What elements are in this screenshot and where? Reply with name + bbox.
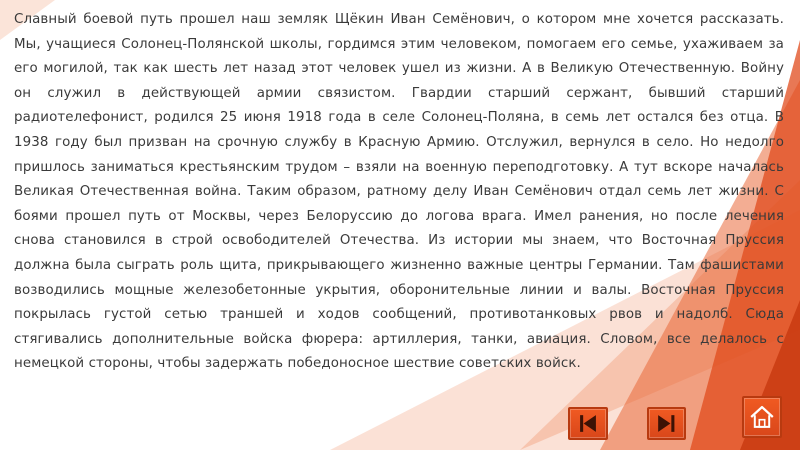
home-button[interactable] xyxy=(742,396,782,438)
slide-body-text: Славный боевой путь прошел наш земляк Щёкин Иван Семёнович, о котором мне хочется рассказать. Мы, учащиеся Солонец-Полянской школы, гордимся этим человеком, помогаем его семье, ухаживаем за его могилой, так как шесть лет назад этот человек ушел из жизни. А в Великую Отечественную. Войну он служил в действующей армии связистом. Гвардии старший сержант, бывший старший радиотелефонист, родился 25 июня 1918 года в селе Солонец-Поляна, в семь лет остался без отца. В 1938 году был призван на срочную службу в Красную Армию. Отслужил, вернулся в село. Но недолго пришлось заниматься крестьянским трудом – взяли на военную переподготовку. А тут вскоре началась Великая Отечественная война. Таким образом, ратному делу Иван Семёнович отдал семь лет жизни. С боями прошел путь от Москвы, через Белоруссию до логова врага. Имел ранения, но после лечения снова становился в строй освободителей Отечества. Из истории мы знаем, что Восточная Пруссия должна была сыграть роль щита, прикрывающего жизненно важные центры Германии. Там фашистами возводились мощные железобетонные укрытия, оборонительные линии и валы. Восточная Пруссия покрылась густой сетью траншей и ходов сообщений, противотанковых рвов и надолб. Сюда стягивались дополнительные войска фюрера: артиллерия, танки, авиация. Словом, все делалось с немецкой стороны, чтобы задержать победоносное шествие советских войск. xyxy=(14,12,784,372)
previous-slide-button[interactable] xyxy=(568,407,608,440)
next-slide-button[interactable] xyxy=(647,407,686,440)
skip-forward-icon xyxy=(649,409,684,438)
skip-back-icon xyxy=(570,409,606,438)
home-icon xyxy=(744,398,780,436)
